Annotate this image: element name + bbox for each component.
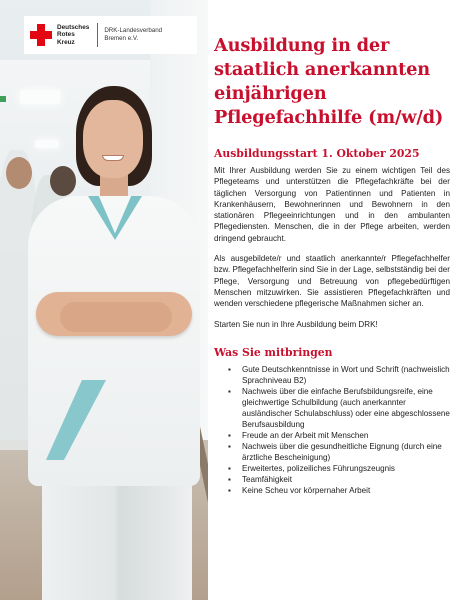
logo-org-line: Bremen e.V. — [104, 35, 139, 42]
photo-background-head — [50, 166, 76, 196]
start-date-heading: Ausbildungsstart 1. Oktober 2025 — [214, 147, 420, 160]
nurse-trousers — [42, 470, 192, 600]
red-cross-icon — [30, 24, 52, 46]
list-item: ▪ Nachweis über die einfache Berufsbildungsreife, eine gleichwertige Schulbildung (auch anerkannter ausländischer Schulabschluss) oder eine abgeschlossene Berufsausbildung — [228, 386, 450, 430]
title-line: Pflegefachhilfe (m/w/d) — [214, 107, 444, 128]
logo-name-line: Rotes — [57, 31, 75, 39]
logo-name-line: Kreuz — [57, 38, 75, 46]
nurse-crossed-arms-lower — [60, 302, 172, 332]
drk-logo — [24, 16, 197, 54]
title-line: einjährigen — [214, 83, 327, 104]
title-line: staatlich anerkannten — [214, 59, 431, 80]
nurse-face — [83, 100, 143, 178]
list-item: ▪ Erweitertes, polizeiliches Führungszeugnis — [228, 463, 450, 474]
content-column — [214, 34, 450, 496]
photo-background-head — [6, 157, 32, 189]
paragraph: Starten Sie nun in Ihre Ausbildung beim DRK! — [214, 319, 378, 329]
title-line: Ausbildung in der — [214, 35, 390, 56]
list-item: ▪ Nachweis über die gesundheitliche Eignung (durch eine ärztliche Bescheinigung) — [228, 441, 450, 463]
requirements-heading: Was Sie mitbringen — [214, 345, 333, 359]
logo-org-line: DRK-Landesverband — [104, 27, 163, 34]
logo-divider — [97, 23, 98, 47]
paragraph: Mit Ihrer Ausbildung werden Sie zu einem wichtigen Teil des Pflegeteams und unterstützen die Pflegefachkräfte bei der täglichen Versorgung von Patientinnen und Patienten in Krankenhäusern, Bewohnerinnen und Bewohnern in den stationären Pflegeeinrichtungen und in den ambulanten Pflegediensten. Menschen, die in der Pflege arbeiten, werden dringend gebraucht. — [214, 166, 450, 243]
nurse-smile — [102, 155, 124, 161]
photo-exit-sign — [0, 96, 6, 102]
paragraph: Als ausgebildete/r und staatlich anerkannte/r Pflegefachhelfer bzw. Pflegefachhelferin sind Sie in der Lage, selbstständig bei der Pflege, Versorgung und Betreuung von pflegebedürftigen Menschen mitzuwirken. Sie assistieren Pflegefachkräften und wenden verschiedene pflegerische Maßnahmen sicher an. — [214, 254, 450, 309]
logo-organization — [104, 27, 162, 43]
list-item: ▪ Gute Deutschkenntnisse in Wort und Schrift (nachweislich Sprachniveau B2) — [228, 364, 450, 386]
list-item: ▪ Teamfähigkeit — [228, 474, 450, 485]
photo-ceiling-light — [20, 90, 60, 104]
intro-text — [214, 165, 450, 330]
page-title — [214, 34, 450, 130]
list-item: ▪ Keine Scheu vor körpernaher Arbeit — [228, 485, 450, 496]
logo-name — [57, 24, 89, 46]
requirements-list — [214, 364, 450, 496]
logo-name-line: Deutsches — [57, 23, 90, 31]
list-item: ▪ Freude an der Arbeit mit Menschen — [228, 430, 450, 441]
photo-ceiling-light — [35, 140, 59, 148]
nurse-uniform — [28, 196, 200, 486]
nurse-photo — [0, 0, 208, 600]
